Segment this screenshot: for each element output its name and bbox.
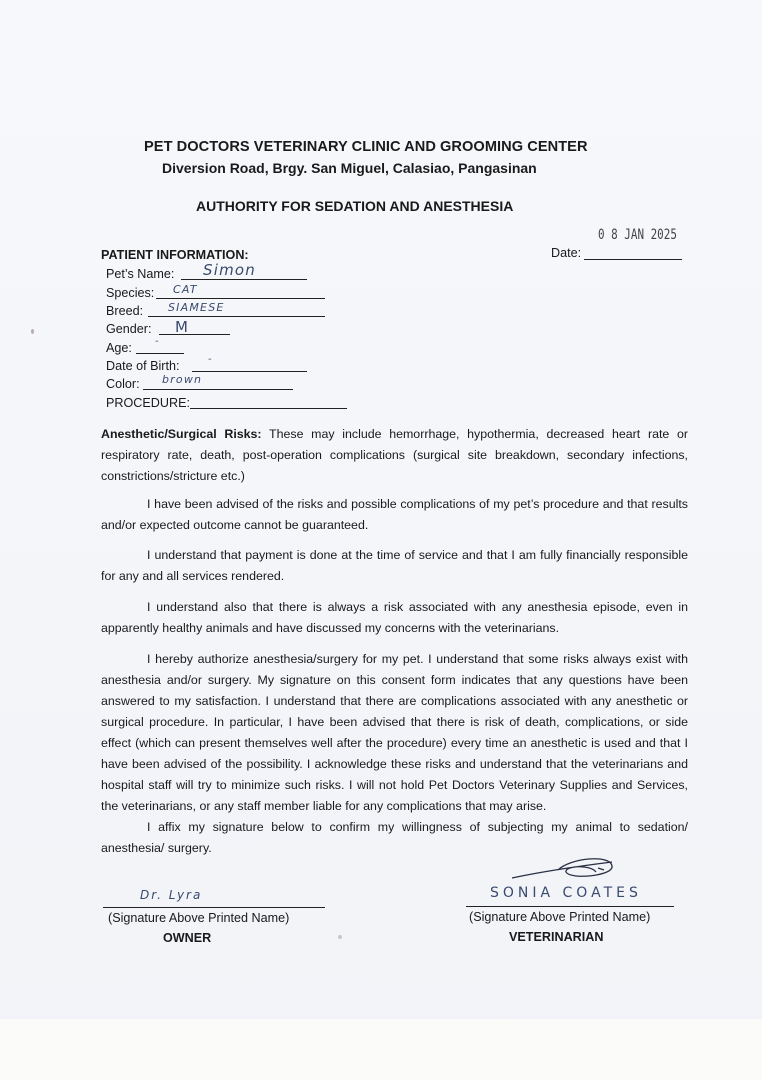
paragraph-anesthesia-risk: I understand also that there is always a risk associated with any anesthesia episode, even in apparently healthy animals and have discussed my concerns with the veterinarians.	[101, 600, 688, 635]
breed-field[interactable]	[148, 316, 325, 317]
paragraph-risks-advised: I have been advised of the risks and possible complications of my pet’s procedure and that results and/or expected outcome cannot be guaranteed.	[101, 497, 688, 532]
date-label: Date:	[551, 246, 582, 260]
age-field[interactable]	[136, 353, 184, 354]
color-field[interactable]	[143, 389, 293, 390]
paragraph-affix-signature: I affix my signature below to confirm my willingness of subjecting my animal to sedation/ anesthesia/ surgery.	[101, 820, 688, 855]
procedure-label: PROCEDURE:	[106, 396, 190, 410]
pet-name-value: Simon	[203, 261, 256, 279]
clinic-name: PET DOCTORS VETERINARY CLINIC AND GROOMING CENTER	[144, 139, 588, 155]
scan-speck	[338, 935, 342, 939]
dob-value: -	[208, 354, 213, 365]
gender-label: Gender:	[106, 322, 152, 336]
color-value: brown	[162, 373, 203, 386]
breed-label: Breed:	[106, 304, 144, 318]
owner-signature-line[interactable]	[103, 907, 325, 908]
date-stamp: 0 8 JAN 2025	[598, 227, 677, 243]
gender-field[interactable]	[159, 334, 230, 335]
veterinarian-signature-line[interactable]	[466, 906, 674, 907]
pet-name-field[interactable]	[181, 279, 307, 280]
paragraph-payment: I understand that payment is done at the time of service and that I am fully financially responsible for any and all services rendered.	[101, 548, 688, 583]
owner-printed-name: Dr. Lyra	[140, 888, 203, 902]
gender-value: M	[175, 318, 190, 336]
breed-value: SIAMESE	[168, 301, 225, 314]
veterinarian-signature-caption: (Signature Above Printed Name)	[469, 910, 651, 924]
owner-signature-caption: (Signature Above Printed Name)	[108, 911, 290, 925]
age-value: -	[155, 336, 160, 347]
scan-bottom-margin	[0, 1019, 762, 1080]
risks-label: Anesthetic/Surgical Risks:	[101, 427, 262, 441]
dob-field[interactable]	[192, 371, 307, 372]
species-label: Species:	[106, 286, 155, 300]
veterinarian-role: VETERINARIAN	[509, 930, 604, 944]
clinic-address: Diversion Road, Brgy. San Miguel, Calasiao, Pangasinan	[162, 160, 537, 176]
species-field[interactable]	[156, 298, 325, 299]
procedure-field[interactable]	[190, 408, 347, 409]
paragraph-authorization: I hereby authorize anesthesia/surgery for my pet. I understand that some risks always exist with anesthesia and/or surgery. My signature on this consent form indicates that any questions have been answered to my satisfaction. I understand that there are complications associated with any anesthetic or surgical procedure. In particular, I have been advised that there is risk of death, complications, or side effect (which can present themselves well after the procedure) every time an anesthetic is used and that I have been advised of the possibility. I acknowledge these risks and understand that the veterinarians and hospital staff will try to minimize such risks. I will not hold Pet Doctors Veterinary Supplies and Services, the veterinarians, or any staff member liable for any complications that may arise.	[101, 652, 688, 813]
date-field-line[interactable]	[584, 259, 682, 260]
scan-speck	[31, 329, 34, 334]
risks-text: These may include hemorrhage, hypothermia, decreased heart rate or respiratory rate, death, post-operation complications (surgical site breakdown, secondary infections, constrictions/stricture etc.)	[101, 427, 688, 483]
veterinarian-printed-name: SONIA COATES	[490, 885, 642, 901]
patient-info-heading: PATIENT INFORMATION:	[101, 248, 249, 262]
age-label: Age:	[106, 341, 132, 355]
risks-paragraph	[101, 424, 688, 487]
species-value: CAT	[173, 283, 198, 296]
color-label: Color:	[106, 377, 140, 391]
owner-role: OWNER	[163, 931, 212, 945]
form-title: AUTHORITY FOR SEDATION AND ANESTHESIA	[196, 198, 514, 214]
dob-label: Date of Birth:	[106, 359, 180, 373]
pet-name-label: Pet’s Name:	[106, 267, 175, 281]
